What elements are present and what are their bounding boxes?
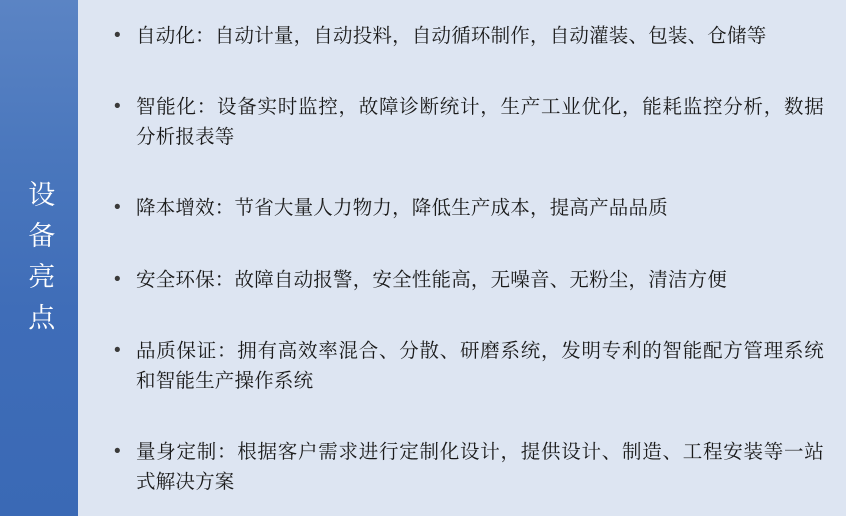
- list-item-text: 品质保证：拥有高效率混合、分散、研磨系统，发明专利的智能配方管理系统和智能生产操作系统: [136, 339, 824, 392]
- list-item: [108, 432, 824, 502]
- bullet-marker-icon: •: [114, 339, 121, 361]
- list-item-text: 量身定制：根据客户需求进行定制化设计，提供设计、制造、工程安装等一站式解决方案: [136, 440, 824, 493]
- bullet-marker-icon: •: [114, 440, 121, 462]
- list-item-text: 降本增效：节省大量人力物力，降低生产成本，提高产品品质: [136, 197, 668, 220]
- list-item: [108, 188, 824, 228]
- list-item: [108, 87, 824, 157]
- list-item: [108, 260, 824, 300]
- list-item-text: 安全环保：故障自动报警，安全性能高，无噪音、无粉尘，清洁方便: [136, 268, 728, 291]
- side-label-panel: [0, 0, 78, 516]
- bullet-marker-icon: •: [114, 96, 121, 118]
- list-item: [108, 16, 824, 56]
- list-item-text: 自动化：自动计量，自动投料，自动循环制作，自动灌装、包装、仓储等: [136, 25, 767, 47]
- bullet-marker-icon: •: [114, 268, 121, 290]
- bullet-list: [78, 0, 846, 516]
- bullet-marker-icon: •: [114, 197, 121, 219]
- bullet-marker-icon: •: [114, 25, 121, 46]
- list-item: [108, 331, 824, 401]
- list-item-text: 智能化：设备实时监控，故障诊断统计，生产工业优化，能耗监控分析，数据分析报表等: [136, 96, 824, 149]
- side-label-text: 设备亮点: [24, 179, 55, 344]
